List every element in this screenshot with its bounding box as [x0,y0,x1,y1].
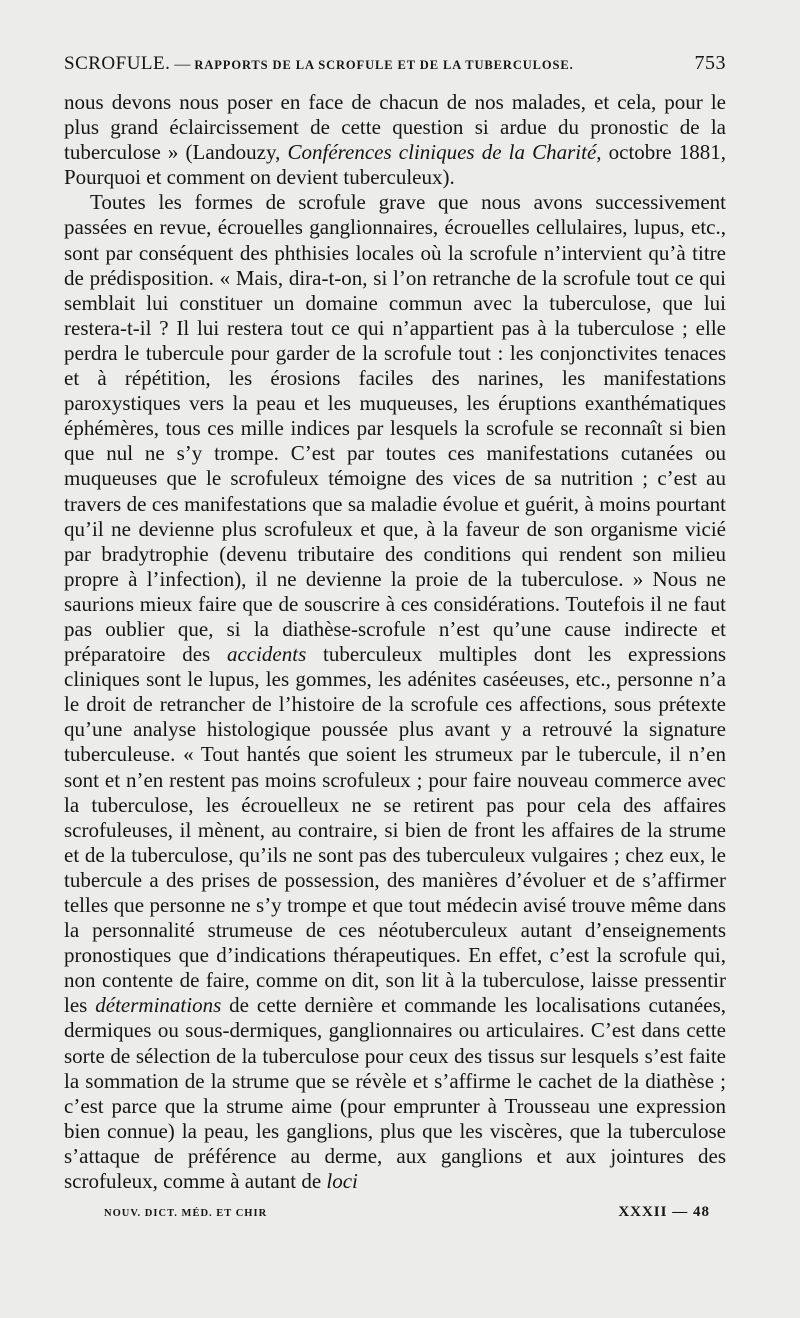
header-left [64,53,574,75]
italic-text-segment: déterminations [95,993,222,1018]
text-segment: , octobre 1881, Pourquoi et comment on devient tuberculeux). [64,140,726,190]
page-number: 753 [694,52,726,74]
header-dash: — [174,56,191,73]
paragraph [64,190,726,1194]
text-segment: nous devons nous poser en face de chacun de nos malades, et cela, pour le plus grand éclaircissement de cette question si ardue du pronostic de la tuberculose » (Landouzy, [64,90,726,165]
footer-volume-sheet: XXXII — 48 [618,1204,710,1221]
italic-text-segment: Conférences cliniques de la Charité [287,140,597,165]
footer-signature: NOUV. DICT. MÉD. ET CHIR [104,1208,268,1220]
page-footer [64,1204,726,1221]
italic-text-segment: accidents [226,642,307,667]
body-text [64,90,726,1194]
running-header [64,52,726,86]
header-title: SCROFULE. [64,53,171,74]
paragraph [64,90,726,190]
header-subtitle: RAPPORTS DE LA SCROFULE ET DE LA TUBERCULOSE. [194,58,574,72]
text-segment: tuberculeux multiples dont les expressions cliniques sont le lupus, les gommes, les adénites caséeuses, etc., personne n’a le droit de retrancher de l’histoire de la scrofule ces affections, sous prétexte qu’une analyse histologique poussée plus avant y a retrouvé la signature tuberculeuse. « Tout hantés que soient les strumeux par le tubercule, il n’en sont et n’en restent pas moins scrofuleux ; pour faire nouveau commerce avec la tuberculose, les écrouelleux ne se retirent pas pour cela des affaires scrofuleuses, il mènent, au contraire, si bien de front les affaires de la strume et de la tuberculose, qu’ils ne sont pas des tuberculeux vulgaires ; chez eux, le tubercule a des prises de possession, des manières d’évoluer et de s’affirmer telles que personne ne s’y trompe et que tout médecin avisé trouve même dans la personnalité strumeuse de ces néotuberculeux autant d’enseignements pronostiques que d’indications thérapeutiques. En effet, c’est la scrofule qui, non contente de faire, comme on dit, son lit à la tuberculose, laisse pressentir les [64,642,726,1018]
text-segment: Toutes les formes de scrofule grave que nous avons successivement passées en revue, écrouelles ganglionnaires, écrouelles cellulaires, lupus, etc., sont par conséquent des phthisies locales où la scrofule n’intervient qu’à titre de prédisposition. « Mais, dira-t-on, si l’on retranche de la scrofule tout ce qui semblait lui constituer un domaine commun avec la tuberculose, que lui restera-t-il ? Il lui restera tout ce qui n’appartient pas à la tuberculose ; elle perdra le tubercule pour garder de la scrofule tout : les conjonctivites tenaces et à répétition, les érosions faciles des narines, les manifestations paroxystiques vers la peau et les muqueuses, les éruptions exanthématiques éphémères, tous ces mille indices par lesquels la scrofule se reconnaît si bien que nul ne s’y trompe. C’est par toutes ces manifestations cutanées ou muqueuses que le scrofuleux témoigne des vices de sa nutrition ; c’est au travers de ces manifestations que sa maladie évolue et guérit, à moins pourtant qu’il ne devienne plus scrofuleux et que, à la faveur de son organisme vicié par bradytrophie (devenu tributaire des conditions qui rendent son milieu propre à l’infection), il ne devienne la proie de la tuberculose. » Nous ne saurions mieux faire que de souscrire à ces considérations. Toutefois il ne faut pas oublier que, si la diathèse-scrofule n’est qu’une cause indirecte et préparatoire des [64,190,726,667]
text-segment: de cette dernière et commande les localisations cutanées, dermiques ou sous-dermiques, ganglionnaires ou articulaires. C’est dans cette sorte de sélection de la tuberculose pour ceux des tissus sur lesquels s’est faite la sommation de la strume que se révèle et s’affirme le cachet de la diathèse ; c’est parce que la strume aime (pour emprunter à Trousseau une expression bien connue) la peau, les ganglions, plus que les viscères, que la tuberculose s’attaque de préférence au derme, aux ganglions et aux jointures des scrofuleux, comme à autant de [64,993,726,1194]
italic-text-segment: loci [326,1169,358,1194]
